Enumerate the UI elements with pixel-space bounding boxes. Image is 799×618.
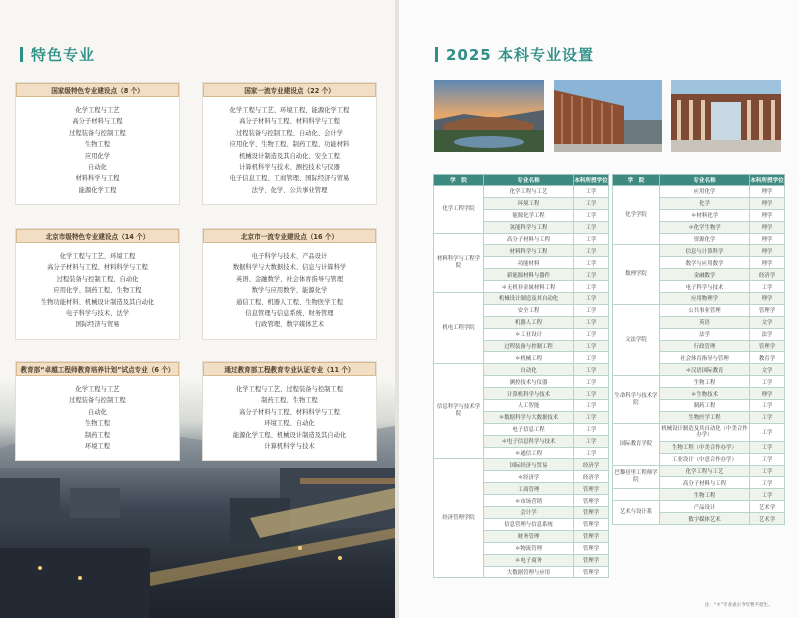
major-cell: ＊电子信息科学与技术 [484, 435, 574, 447]
degree-cell: 工学 [574, 423, 609, 435]
card-line: 材料科学与工程 [75, 175, 120, 183]
header-degree: 本科所授学位 [750, 175, 785, 186]
card-line: 法学、化学、公共事业管理 [251, 186, 328, 194]
card-line: 生物功能材料、机械设计制造及其自动化 [40, 298, 155, 306]
card-national-featured [15, 82, 180, 205]
card-line: 制药工程、生物工程 [261, 397, 318, 405]
table-row [613, 376, 785, 388]
degree-cell: 经济学 [574, 471, 609, 483]
degree-cell: 理学 [750, 221, 785, 233]
degree-cell: 文学 [750, 364, 785, 376]
college-cell: 化学学院 [613, 186, 660, 245]
major-cell: 信息与计算科学 [660, 245, 750, 257]
card-title: 通过教育部工程教育专业认证专业（11 个） [203, 362, 376, 376]
college-cell [613, 489, 660, 501]
table-footnote: 注：“＊”专业表示今年暂不招生。 [705, 603, 773, 608]
card-line: 信息管理与信息系统、财务管理 [245, 310, 334, 318]
card-excellent-engineer [15, 361, 180, 461]
major-cell: 新能源材料与器件 [484, 269, 574, 281]
major-cell: 信息管理与信息系统 [484, 518, 574, 530]
card-line: 过程装备与控制工程、自动化 [56, 275, 139, 283]
card-line: 化学工程与工艺、环境工程、能源化学工程 [229, 107, 350, 114]
degree-cell: 理学 [750, 233, 785, 245]
major-cell: ＊无机非金属材料工程 [484, 281, 574, 293]
major-cell: 功能材料 [484, 257, 574, 269]
degree-cell: 工学 [750, 441, 785, 453]
major-cell: 国际经济与贸易 [484, 459, 574, 471]
card-line: 英语、金融数学、社会体育指导与管理 [235, 275, 344, 283]
major-cell: 化学工程与工艺 [660, 465, 750, 477]
card-line: 国际经济与贸易 [75, 321, 120, 329]
left-page [0, 0, 395, 618]
degree-cell: 管理学 [574, 542, 609, 554]
card-lines [203, 97, 376, 196]
college-cell: 文法学院 [613, 304, 660, 375]
major-cell: ＊材料化学 [660, 209, 750, 221]
degree-cell: 艺术学 [750, 513, 785, 525]
card-line: 化学工程与工艺、环境工程 [59, 253, 136, 260]
table-row [434, 233, 609, 245]
major-cell: 生物工程 [660, 489, 750, 501]
major-cell: ＊数据科学与大数据技术 [484, 411, 574, 423]
college-cell: 信息科学与技术学院 [434, 364, 484, 459]
major-cell: 安全工程 [484, 304, 574, 316]
card-line: 高分子材料与工程、材料科学与工程 [239, 118, 340, 126]
major-cell: ＊机械工程 [484, 352, 574, 364]
degree-cell: 工学 [574, 316, 609, 328]
degree-cell: 工学 [750, 376, 785, 388]
card-line: 自动化 [88, 164, 107, 172]
card-line: 环境工程 [84, 443, 111, 451]
degree-cell: 理学 [750, 388, 785, 400]
header-degree: 本科所授学位 [574, 175, 609, 186]
degree-cell: 理学 [750, 257, 785, 269]
major-cell: 大数据管理与应用 [484, 566, 574, 578]
degree-cell: 管理学 [574, 518, 609, 530]
card-line: 过程装备与控制工程 [69, 129, 126, 137]
card-line: 化学工程与工艺 [75, 386, 120, 393]
card-line: 环境工程、自动化 [264, 420, 315, 428]
degree-cell: 管理学 [574, 566, 609, 578]
degree-cell: 工学 [574, 293, 609, 305]
degree-cell: 工学 [574, 221, 609, 233]
degree-cell: 理学 [750, 209, 785, 221]
major-cell: 数学与应用数学 [660, 257, 750, 269]
card-lines [203, 243, 376, 331]
degree-cell: 经济学 [574, 459, 609, 471]
degree-cell: 工学 [574, 364, 609, 376]
major-cell: 产品设计 [660, 501, 750, 513]
degree-cell: 工学 [574, 376, 609, 388]
college-cell: 艺术与设计系 [613, 501, 660, 525]
major-cell: ＊电子商务 [484, 554, 574, 566]
header-college: 学 院 [434, 175, 484, 186]
major-cell: 测控技术与仪器 [484, 376, 574, 388]
degree-cell: 工学 [750, 477, 785, 489]
degree-cell: 管理学 [750, 340, 785, 352]
table-row [434, 293, 609, 305]
degree-cell: 工学 [574, 352, 609, 364]
card-line: 高分子材料与工程、材料科学与工程 [47, 264, 148, 272]
majors-table-right [612, 174, 785, 525]
card-beijing-featured [15, 228, 180, 340]
degree-cell: 工学 [574, 209, 609, 221]
college-cell: 机电工程学院 [434, 293, 484, 364]
right-page [399, 0, 799, 618]
card-line: 数据科学与大数据技术、信息与计算科学 [232, 264, 347, 272]
college-cell: 巴黎居里工程师学院 [613, 465, 660, 489]
card-line: 电子科学与技术、产品设计 [251, 253, 328, 260]
degree-cell: 管理学 [574, 495, 609, 507]
major-cell: 会计学 [484, 507, 574, 519]
major-cell: 工业设计（中意合作办学） [660, 453, 750, 465]
degree-cell: 工学 [574, 257, 609, 269]
card-line: 电子信息工程、工商管理、国际经济与贸易 [229, 175, 350, 183]
card-lines [16, 243, 179, 331]
major-cell: 电子信息工程 [484, 423, 574, 435]
major-cell: ＊通信工程 [484, 447, 574, 459]
card-title: 国家级特色专业建设点（8 个） [16, 83, 179, 97]
degree-cell: 管理学 [574, 507, 609, 519]
card-line: 机械设计制造及其自动化、安全工程 [239, 152, 340, 160]
degree-cell: 工学 [574, 197, 609, 209]
degree-cell: 工学 [574, 411, 609, 423]
majors-table-left [433, 174, 609, 578]
degree-cell: 工学 [574, 388, 609, 400]
card-beijing-first-class [202, 228, 377, 340]
card-line: 生物工程 [84, 141, 111, 149]
major-cell: 金融数学 [660, 269, 750, 281]
card-line: 生物工程 [84, 420, 111, 428]
major-cell: 工商管理 [484, 483, 574, 495]
college-cell: 经济管理学院 [434, 459, 484, 578]
major-cell: 应用化学 [660, 186, 750, 198]
major-cell: 生物医学工程 [660, 411, 750, 423]
college-cell: 国际教育学院 [613, 423, 660, 465]
degree-cell: 工学 [574, 340, 609, 352]
campus-plaza-photo [671, 80, 781, 152]
card-line: 过程装备与控制工程、自动化、会计学 [235, 129, 344, 137]
header-major: 专业名称 [484, 175, 574, 186]
major-cell: 生物工程 [660, 376, 750, 388]
card-line: 高分子材料与工程 [72, 118, 123, 126]
major-cell: 应用物理学 [660, 293, 750, 305]
table-row [613, 304, 785, 316]
card-title: 北京市级特色专业建设点（14 个） [16, 229, 179, 243]
college-cell: 数理学院 [613, 245, 660, 304]
major-cell: 化学 [660, 197, 750, 209]
card-title: 教育部“卓越工程师教育培养计划”试点专业（6 个） [16, 362, 179, 376]
degree-cell: 工学 [574, 233, 609, 245]
major-cell: 能源化学工程 [484, 209, 574, 221]
degree-cell: 教育学 [750, 352, 785, 364]
card-line: 电子科学与技术、法学 [66, 310, 129, 318]
major-cell: 计算机科学与技术 [484, 388, 574, 400]
degree-cell: 理学 [750, 245, 785, 257]
college-cell: 材料科学与工程学院 [434, 233, 484, 292]
card-line: 通信工程、机器人工程、生物医学工程 [235, 298, 344, 306]
card-title: 北京市一流专业建设点（16 个） [203, 229, 376, 243]
degree-cell: 经济学 [750, 269, 785, 281]
card-line: 计算机科学与技术 [264, 443, 315, 451]
degree-cell: 工学 [574, 281, 609, 293]
major-cell: ＊市场营销 [484, 495, 574, 507]
card-lines [16, 376, 179, 452]
major-cell: ＊汉语国际教育 [660, 364, 750, 376]
major-cell: 法学 [660, 328, 750, 340]
degree-cell: 管理学 [574, 483, 609, 495]
card-national-first-class [202, 82, 377, 205]
major-cell: 公共事业管理 [660, 304, 750, 316]
card-engineering-accreditation [202, 361, 377, 461]
degree-cell: 工学 [574, 245, 609, 257]
campus-building-photo [554, 80, 662, 152]
table-row [613, 245, 785, 257]
major-cell: 自动化 [484, 364, 574, 376]
campus-sunset-photo [434, 80, 544, 152]
degree-cell: 理学 [750, 186, 785, 198]
degree-cell: 工学 [574, 186, 609, 198]
table-row [434, 186, 609, 198]
degree-cell: 艺术学 [750, 501, 785, 513]
degree-cell: 工学 [750, 489, 785, 501]
card-line: 自动化 [88, 408, 107, 416]
table-row [613, 465, 785, 477]
major-cell: 高分子材料与工程 [484, 233, 574, 245]
card-line: 应用化学 [84, 152, 111, 160]
table-row [613, 489, 785, 501]
table-row [613, 186, 785, 198]
degree-cell: 管理学 [574, 554, 609, 566]
degree-cell: 法学 [750, 328, 785, 340]
table-row [434, 364, 609, 376]
degree-cell: 工学 [750, 411, 785, 423]
card-line: 制药工程 [84, 431, 111, 439]
major-cell: ＊生物技术 [660, 388, 750, 400]
major-cell: 电子科学与技术 [660, 281, 750, 293]
major-cell: 财务管理 [484, 530, 574, 542]
card-line: 能源化学工程 [78, 186, 117, 194]
card-title: 国家一流专业建设点（22 个） [203, 83, 376, 97]
major-cell: 人工智能 [484, 400, 574, 412]
card-lines [203, 376, 376, 452]
major-cell: ＊化学生物学 [660, 221, 750, 233]
section-heading-featured-majors: 特色专业 [20, 44, 95, 65]
major-cell: 数字媒体艺术 [660, 513, 750, 525]
card-line: 应用化学、生物工程、制药工程、功能材料 [229, 141, 350, 149]
major-cell: ＊经济学 [484, 471, 574, 483]
major-cell: 机器人工程 [484, 316, 574, 328]
card-line: 过程装备与控制工程 [69, 397, 126, 405]
degree-cell: 工学 [574, 447, 609, 459]
card-line: 行政管理、数字媒体艺术 [254, 321, 325, 329]
degree-cell: 文学 [750, 316, 785, 328]
major-cell: 高分子材料与工程 [660, 477, 750, 489]
degree-cell: 工学 [750, 465, 785, 477]
major-cell: 行政管理 [660, 340, 750, 352]
major-cell: 环境工程 [484, 197, 574, 209]
major-cell: 机械设计制造及其自动化 [484, 293, 574, 305]
major-cell: 制药工程 [660, 400, 750, 412]
degree-cell: 工学 [750, 281, 785, 293]
major-cell: 氢能科学与工程 [484, 221, 574, 233]
major-cell: 材料科学与工程 [484, 245, 574, 257]
major-cell: 资源化学 [660, 233, 750, 245]
card-line: 应用化学、制药工程、生物工程 [53, 287, 142, 295]
major-cell: ＊物流管理 [484, 542, 574, 554]
degree-cell: 理学 [750, 197, 785, 209]
major-cell: 英语 [660, 316, 750, 328]
card-line: 计算机科学与技术、测控技术与仪器 [239, 164, 340, 172]
major-cell: 机械设计制造及其自动化（中美合作办学） [660, 423, 750, 441]
degree-cell: 工学 [574, 400, 609, 412]
degree-cell: 理学 [750, 293, 785, 305]
degree-cell: 工学 [574, 328, 609, 340]
card-line: 化学工程与工艺 [75, 107, 120, 114]
major-cell: 过程装备与控制工程 [484, 340, 574, 352]
header-major: 专业名称 [660, 175, 750, 186]
card-line: 能源化学工程、机械设计制造及其自动化 [232, 431, 347, 439]
table-row [613, 423, 785, 441]
college-cell: 化学工程学院 [434, 186, 484, 234]
major-cell: 化学工程与工艺 [484, 186, 574, 198]
degree-cell: 管理学 [750, 304, 785, 316]
table-row [434, 459, 609, 471]
table-row [613, 501, 785, 513]
card-line: 化学工程与工艺、过程装备与控制工程 [235, 386, 344, 393]
card-line: 数学与应用数学、能源化学 [251, 287, 328, 295]
header-college: 学 院 [613, 175, 660, 186]
section-heading-majors-2025: 2025 本科专业设置 [435, 44, 594, 65]
card-lines [16, 97, 179, 196]
college-cell: 生命科学与技术学院 [613, 376, 660, 424]
degree-cell: 工学 [574, 435, 609, 447]
major-cell: ＊工业设计 [484, 328, 574, 340]
major-cell: 社会体育指导与管理 [660, 352, 750, 364]
degree-cell: 管理学 [574, 530, 609, 542]
degree-cell: 工学 [750, 453, 785, 465]
major-cell: 生物工程（中美合作办学） [660, 441, 750, 453]
degree-cell: 工学 [750, 400, 785, 412]
degree-cell: 工学 [574, 269, 609, 281]
degree-cell: 工学 [574, 304, 609, 316]
degree-cell: 工学 [750, 423, 785, 441]
card-line: 高分子材料与工程、材料科学与工程 [239, 408, 340, 416]
